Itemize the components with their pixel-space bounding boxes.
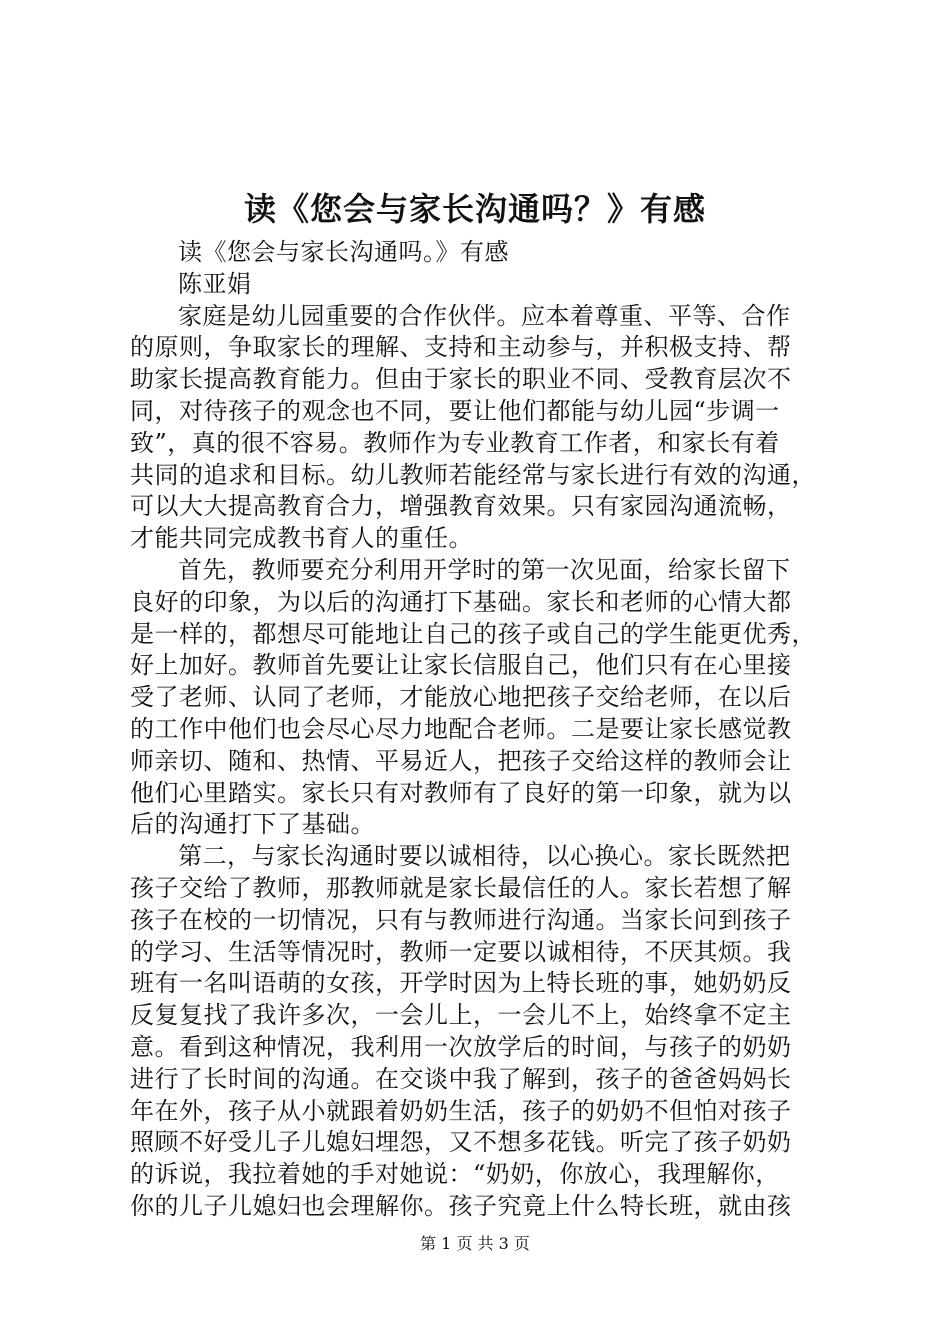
paragraph-1-line-2: 的原则，争取家长的理解、支持和主动参与，并积极支持、帮 <box>130 333 792 362</box>
paragraph-3-line-7: 意。看到这种情况，我利用一次放学后的时间，与孩子的奶奶 <box>130 1032 792 1061</box>
paragraph-3-line-8: 进行了长时间的沟通。在交谈中我了解到，孩子的爸爸妈妈长 <box>130 1064 792 1093</box>
paragraph-2-line-9: 后的沟通打下了基础。 <box>130 810 375 839</box>
paragraph-1-line-8: 才能共同完成教书育人的重任。 <box>130 524 473 553</box>
paragraph-3-line-10: 照顾不好受儿子儿媳妇埋怨，又不想多花钱。听完了孩子奶奶 <box>130 1128 792 1157</box>
subtitle-line: 读《您会与家长沟通吗。》有感 <box>178 238 509 266</box>
paragraph-1-line-4: 同，对待孩子的观念也不同，要让他们都能与幼儿园“步调一 <box>130 396 780 425</box>
paragraph-3-line-5: 班有一名叫语萌的女孩，开学时因为上特长班的事，她奶奶反 <box>130 969 792 998</box>
paragraph-1-line-1: 家庭是幼儿园重要的合作伙伴。应本着尊重、平等、合作 <box>178 301 791 330</box>
paragraph-2-line-8: 他们心里踏实。家长只有对教师有了良好的第一印象，就为以 <box>130 778 792 807</box>
paragraph-2-line-6: 的工作中他们也会尽心尽力地配合老师。二是要让家长感觉教 <box>130 714 792 743</box>
document-body <box>130 237 826 1223</box>
paragraph-2-line-3: 是一样的，都想尽可能地让自己的孩子或自己的学生能更优秀， <box>130 619 816 648</box>
paragraph-3-line-12: 你的儿子儿媳妇也会理解你。孩子究竟上什么特长班，就由孩 <box>130 1191 792 1220</box>
document-title: 读《您会与家长沟通吗？》有感 <box>243 190 706 228</box>
paragraph-2-line-5: 受了老师、认同了老师，才能放心地把孩子交给老师，在以后 <box>130 683 792 712</box>
paragraph-1-line-7: 可以大大提高教育合力，增强教育效果。只有家园沟通流畅， <box>130 492 792 521</box>
paragraph-1-line-6: 共同的追求和目标。幼儿教师若能经常与家长进行有效的沟通， <box>130 460 816 489</box>
paragraph-3-line-6: 反复复找了我许多次，一会儿上，一会儿不上，始终拿不定主 <box>130 1001 792 1030</box>
paragraph-1-line-3: 助家长提高教育能力。但由于家长的职业不同、受教育层次不 <box>130 365 792 394</box>
paragraph-3-line-1: 第二，与家长沟通时要以诚相待，以心换心。家长既然把 <box>178 842 791 871</box>
paragraph-2-line-1: 首先，教师要充分利用开学时的第一次见面，给家长留下 <box>178 555 791 584</box>
paragraph-3-line-9: 年在外，孩子从小就跟着奶奶生活，孩子的奶奶不但怕对孩子 <box>130 1096 792 1125</box>
paragraph-2-line-2: 良好的印象，为以后的沟通打下基础。家长和老师的心情大都 <box>130 587 792 616</box>
paragraph-3-line-11: 的诉说，我拉着她的手对她说：“奶奶，你放心，我理解你， <box>130 1160 780 1189</box>
paragraph-1-line-5: 致”，真的很不容易。教师作为专业教育工作者，和家长有着 <box>130 428 780 457</box>
paragraph-3-line-4: 的学习、生活等情况时，教师一定要以诚相待，不厌其烦。我 <box>130 937 792 966</box>
paragraph-2-line-4: 好上加好。教师首先要让让家长信服自己，他们只有在心里接 <box>130 651 792 680</box>
paragraph-2-line-7: 师亲切、随和、热情、平易近人，把孩子交给这样的教师会让 <box>130 746 792 775</box>
paragraph-3-line-2: 孩子交给了教师，那教师就是家长最信任的人。家长若想了解 <box>130 873 792 902</box>
page-number-footer: 第 1 页 共 3 页 <box>420 1234 530 1253</box>
paragraph-3-line-3: 孩子在校的一切情况，只有与教师进行沟通。当家长问到孩子 <box>130 905 792 934</box>
author-line: 陈亚娟 <box>178 269 252 298</box>
